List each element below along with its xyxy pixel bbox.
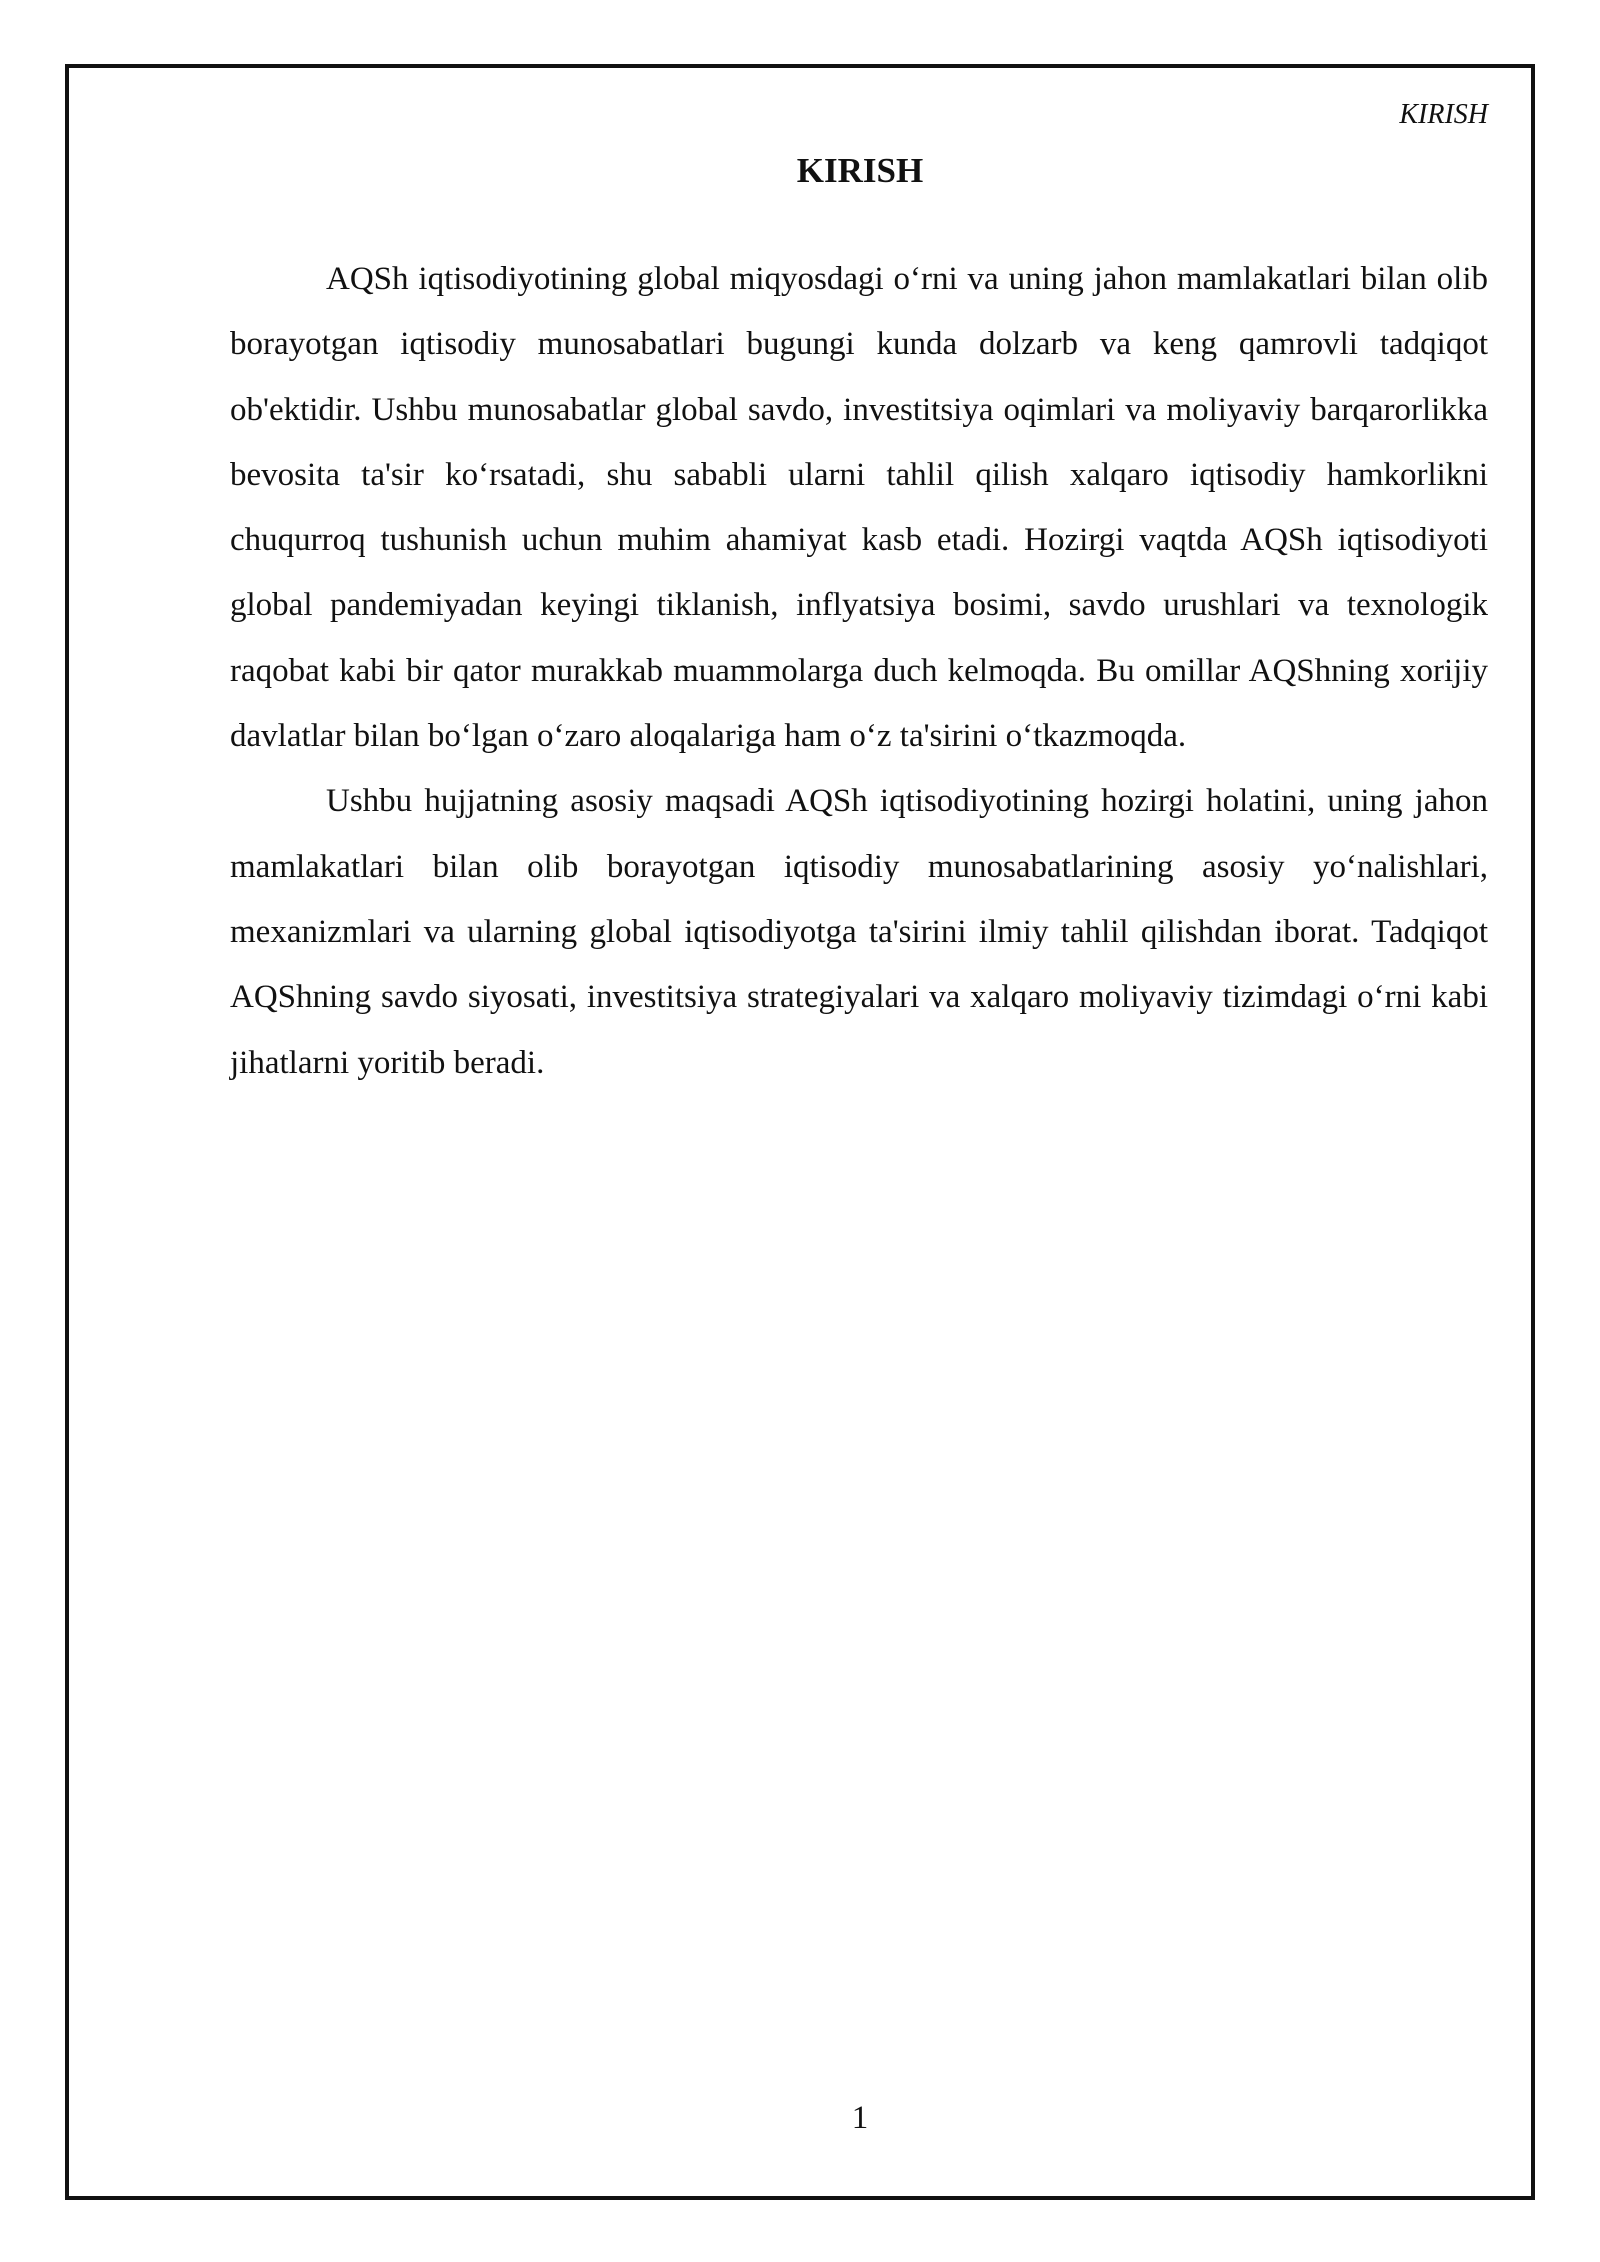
- paragraph-2: Ushbu hujjatning asosiy maqsadi AQSh iqtisodiyotining hozirgi holatini, uning jahon mamlakatlari bilan olib borayotgan iqtisodiy munosabatlarining asosiy yo‘nalishlari, mexanizmlari va ularning global iqtisodiyotga ta'sirini ilmiy tahlil qilishdan iborat. Tadqiqot AQShning savdo siyosati, investitsiya strategiyalari va xalqaro moliyaviy tizimdagi o‘rni kabi jihatlarni yoritib beradi.: [230, 783, 1488, 1081]
- page-title: KIRISH: [796, 151, 924, 190]
- body-text: [230, 247, 1488, 1096]
- running-header: KIRISH: [1399, 99, 1488, 130]
- page-number: 1: [851, 2100, 869, 2136]
- paragraph-1: AQSh iqtisodiyotining global miqyosdagi o‘rni va uning jahon mamlakatlari bilan olib borayotgan iqtisodiy munosabatlari bugungi kunda dolzarb va keng qamrovli tadqiqot ob'ektidir. Ushbu munosabatlar global savdo, investitsiya oqimlari va moliyaviy barqarorlikka bevosita ta'sir ko‘rsatadi, shu sababli ularni tahlil qilish xalqaro iqtisodiy hamkorlikni chuqurroq tushunish uchun muhim ahamiyat kasb etadi. Hozirgi vaqtda AQSh iqtisodiyoti global pandemiyadan keyingi tiklanish, inflyatsiya bosimi, savdo urushlari va texnologik raqobat kabi bir qator murakkab muammolarga duch kelmoqda. Bu omillar AQShning xorijiy davlatlar bilan bo‘lgan o‘zaro aloqalariga ham o‘z ta'sirini o‘tkazmoqda.: [230, 261, 1488, 755]
